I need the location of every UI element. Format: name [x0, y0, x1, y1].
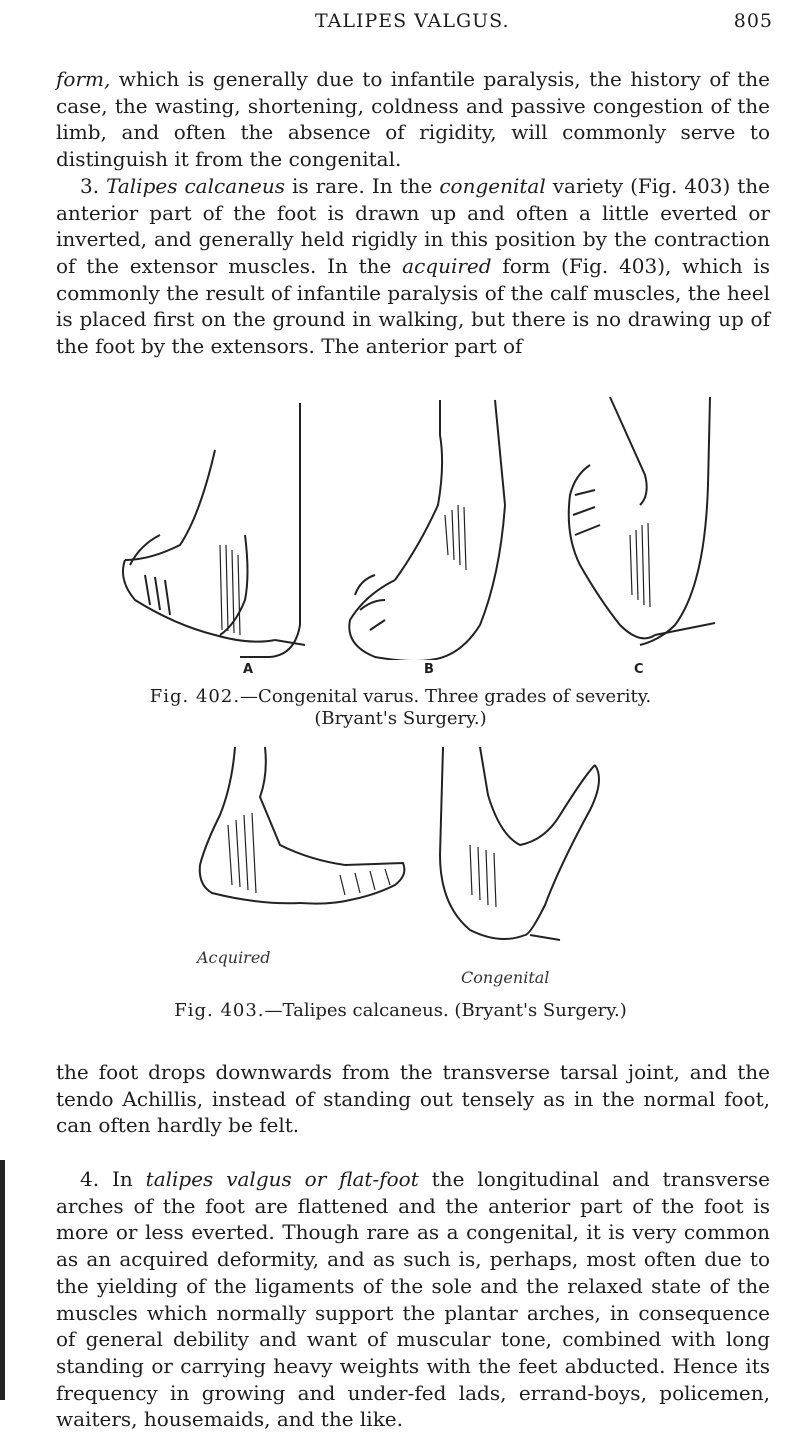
paragraph-calcaneus — [56, 66, 770, 360]
acquired-foot-drawing — [200, 747, 405, 904]
caption-text: —Congenital varus. Three grades of severity. — [240, 686, 652, 707]
paragraph-talipes-valgus — [56, 1166, 770, 1433]
congenital-handwritten-label: Congenital — [461, 968, 550, 987]
foot-a-drawing — [123, 403, 305, 657]
figure-402 — [0, 395, 801, 695]
congenital-foot-drawing — [440, 747, 599, 940]
text-span: is rare. In the — [284, 173, 440, 198]
talipes-calcaneus-illustration — [0, 735, 801, 995]
text-span: Talipes calcaneus — [106, 173, 285, 198]
text-span: acquired — [402, 253, 492, 278]
figure-label-a: A — [243, 662, 254, 677]
caption-label: Fig. 402. — [149, 686, 241, 707]
running-title: TALIPES VALGUS. — [315, 10, 510, 32]
caption-text: —Talipes calcaneus. (Bryant's Surgery.) — [264, 1000, 627, 1021]
congenital-varus-illustration — [0, 395, 801, 660]
text-span: 4. In — [80, 1167, 146, 1191]
text-span: congenital — [439, 173, 546, 198]
text-span: which is generally due to infantile paralysis, the history of the case, the wasting, shortening, coldness and passive congestion of the limb, and often the absence of rigidity, will commonly serve to distinguish it from the congenital. — [56, 67, 770, 172]
paragraph-tendo-achillis: the foot drops downwards from the transverse tarsal joint, and the tendo Achillis, instead of standing out tensely as in the normal foot, can often hardly be felt. — [56, 1060, 770, 1138]
page-number: 805 — [733, 10, 773, 32]
caption-label: Fig. 403. — [174, 1000, 265, 1021]
text-span: the longitudinal and transverse arches of the foot are flattened and the anterior part of the foot is more or less everted. Though rare as a congenital, it is very common as an acquired deformity, and as such is, perhaps, most often due to the yielding of the ligaments of the sole and the relaxed state of the muscles which normally support the plantar arches, in consequence of general debility and want of muscular tone, combined with long standing or carrying heavy weights with the feet abducted. Hence its frequency in growing and under-fed lads, errand-boys, policemen, waiters, housemaids, and the like. — [56, 1167, 770, 1432]
page-edge-shadow — [0, 1160, 5, 1400]
text-span: 3. — [80, 173, 107, 198]
text-span: form, — [56, 67, 111, 91]
figure-label-b: B — [424, 662, 434, 677]
foot-b-drawing — [349, 400, 505, 660]
running-header — [60, 8, 773, 38]
acquired-handwritten-label: Acquired — [197, 948, 271, 967]
foot-c-drawing — [569, 397, 715, 645]
text-span: variety (Fig. 403) the anterior part of the foot is drawn up and often a little everted or inverted, and generally held rigidly in this position by the contraction of the extensor muscles. In the — [56, 173, 770, 278]
figure-403-caption — [0, 1000, 801, 1022]
figure-label-c: C — [634, 662, 644, 677]
text-span: talipes valgus or flat-foot — [145, 1167, 419, 1191]
figure-402-caption — [0, 686, 801, 708]
figure-402-source: (Bryant's Surgery.) — [314, 708, 487, 729]
text-span: form (Fig. 403), which is commonly the result of infantile paralysis of the calf muscles, the heel is placed first on the ground in walking, but there is no drawing up of the foot by the extensors. The anterior part of — [56, 253, 771, 359]
